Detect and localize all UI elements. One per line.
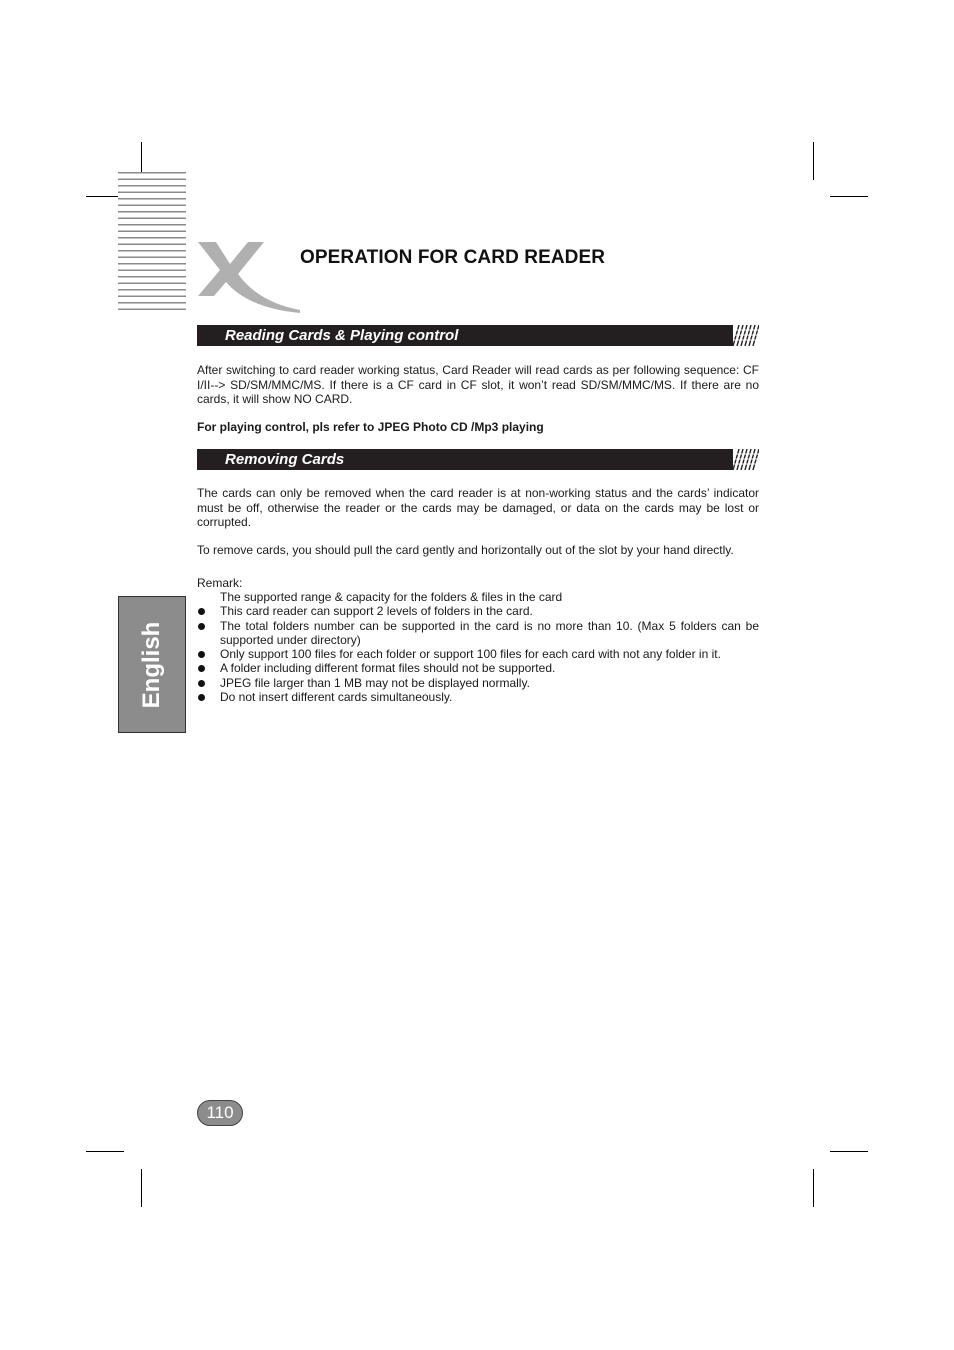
remark-item: JPEG file larger than 1 MB may not be displayed normally. <box>197 676 759 690</box>
section-header-removing-cards <box>197 449 759 470</box>
crop-mark-bottom-right-horizontal <box>830 1151 868 1152</box>
decorative-stripes <box>118 172 186 314</box>
crop-mark-bottom-left-vertical <box>141 1169 142 1207</box>
remark-item: Only support 100 files for each folder or support 100 files for each card with not any folder in it. <box>197 647 759 661</box>
hatch-pattern-icon <box>733 449 759 470</box>
hatch-pattern-icon <box>733 325 759 346</box>
crop-mark-top-right-vertical <box>813 142 814 180</box>
language-side-tab <box>118 596 186 733</box>
page-title: OPERATION FOR CARD READER <box>300 247 606 268</box>
removing-cards-paragraph: The cards can only be removed when the card reader is at non-working status and the cards’ indicator must be off, otherwise the reader or the cards may be damaged, or data on the cards may be lost or corrupted. <box>197 486 759 529</box>
crop-mark-bottom-left-horizontal <box>86 1151 124 1152</box>
section-title: Removing Cards <box>225 451 345 468</box>
remark-item: Do not insert different cards simultaneously. <box>197 690 759 704</box>
remark-item: A folder including different format files should not be supported. <box>197 661 759 675</box>
remark-item: The total folders number can be supported in the card is no more than 10. (Max 5 folders can be supported under directory) <box>197 619 759 648</box>
section-header-reading-cards <box>197 325 759 346</box>
page-number-badge: 110 <box>197 1100 243 1126</box>
remark-title: Remark: <box>197 576 243 590</box>
section-title: Reading Cards & Playing control <box>225 327 459 344</box>
remark-list <box>197 590 759 704</box>
remove-instruction-paragraph: To remove cards, you should pull the card gently and horizontally out of the slot by your hand directly. <box>197 543 734 557</box>
crop-mark-top-right-horizontal <box>830 196 868 197</box>
language-label: English <box>138 621 165 708</box>
remark-item: This card reader can support 2 levels of folders in the card. <box>197 604 759 618</box>
reading-cards-paragraph: After switching to card reader working status, Card Reader will read cards as per following sequence: CF I/II--> SD/SM/MMC/MS. If there is a CF card in CF slot, it won’t read SD/SM/MMC/MS. If there are no cards, it will show NO CARD. <box>197 363 759 406</box>
crop-mark-bottom-right-vertical <box>813 1169 814 1207</box>
x-logo-icon <box>196 238 306 314</box>
playing-control-note: For playing control, pls refer to JPEG Photo CD /Mp3 playing <box>197 420 544 434</box>
remark-intro: The supported range & capacity for the folders & files in the card <box>220 590 563 604</box>
